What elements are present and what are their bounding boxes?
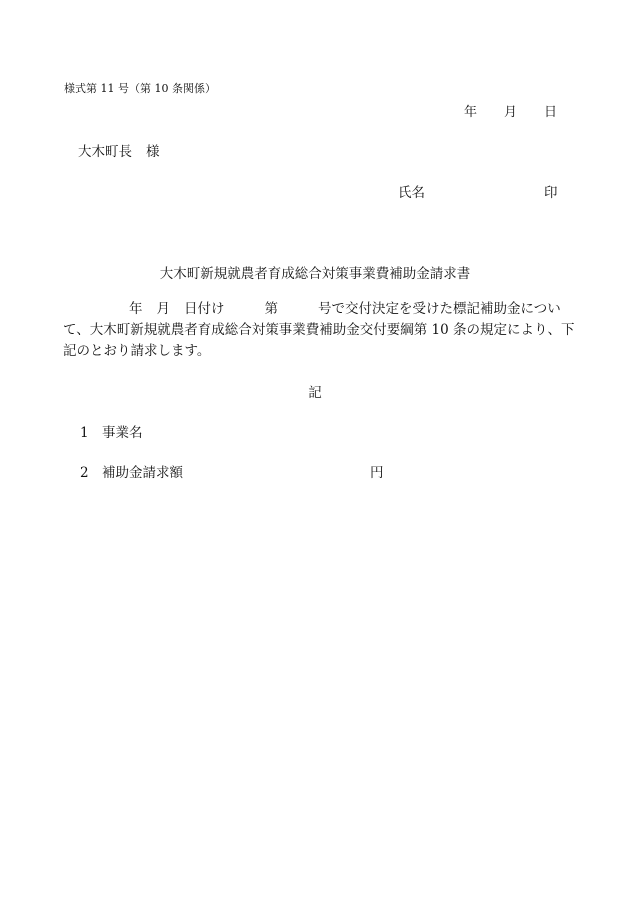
date-year-label: 年 [464,105,478,120]
item-number: 1 [80,425,89,441]
body-line-2: て、大木町新規就農者育成総合対策事業費補助金交付要綱第 10 条の規定により、下 [63,322,575,338]
item-number: 2 [80,465,89,481]
currency-unit: 円 [370,465,384,481]
form-number: 様式第 11 号（第 10 条関係） [64,82,216,95]
seal-mark: 印 [544,185,558,201]
applicant-name-label: 氏名 [398,185,425,201]
addressee [78,140,160,160]
addressee-name: 大木町長 [78,144,132,160]
list-item [80,421,143,441]
body-number-suffix: 号で交付決定を受けた標記補助金につい [318,301,561,317]
body-day-dated: 日付け [184,301,225,317]
body-year: 年 [129,301,143,317]
list-item [80,461,183,481]
addressee-honorific: 様 [146,144,160,160]
item-label: 事業名 [102,425,143,441]
body-number-prefix: 第 [264,301,278,317]
date-day-label: 日 [544,105,558,120]
item-label: 補助金請求額 [102,465,183,481]
body-line-1 [63,299,571,320]
body-line-3: 記のとおり請求します。 [63,343,211,359]
document-title: 大木町新規就農者育成総合対策事業費補助金請求書 [159,266,471,282]
request-body [63,299,575,362]
body-month: 月 [156,301,170,317]
date-month-label: 月 [504,105,518,120]
ki-heading: 記 [308,385,322,401]
